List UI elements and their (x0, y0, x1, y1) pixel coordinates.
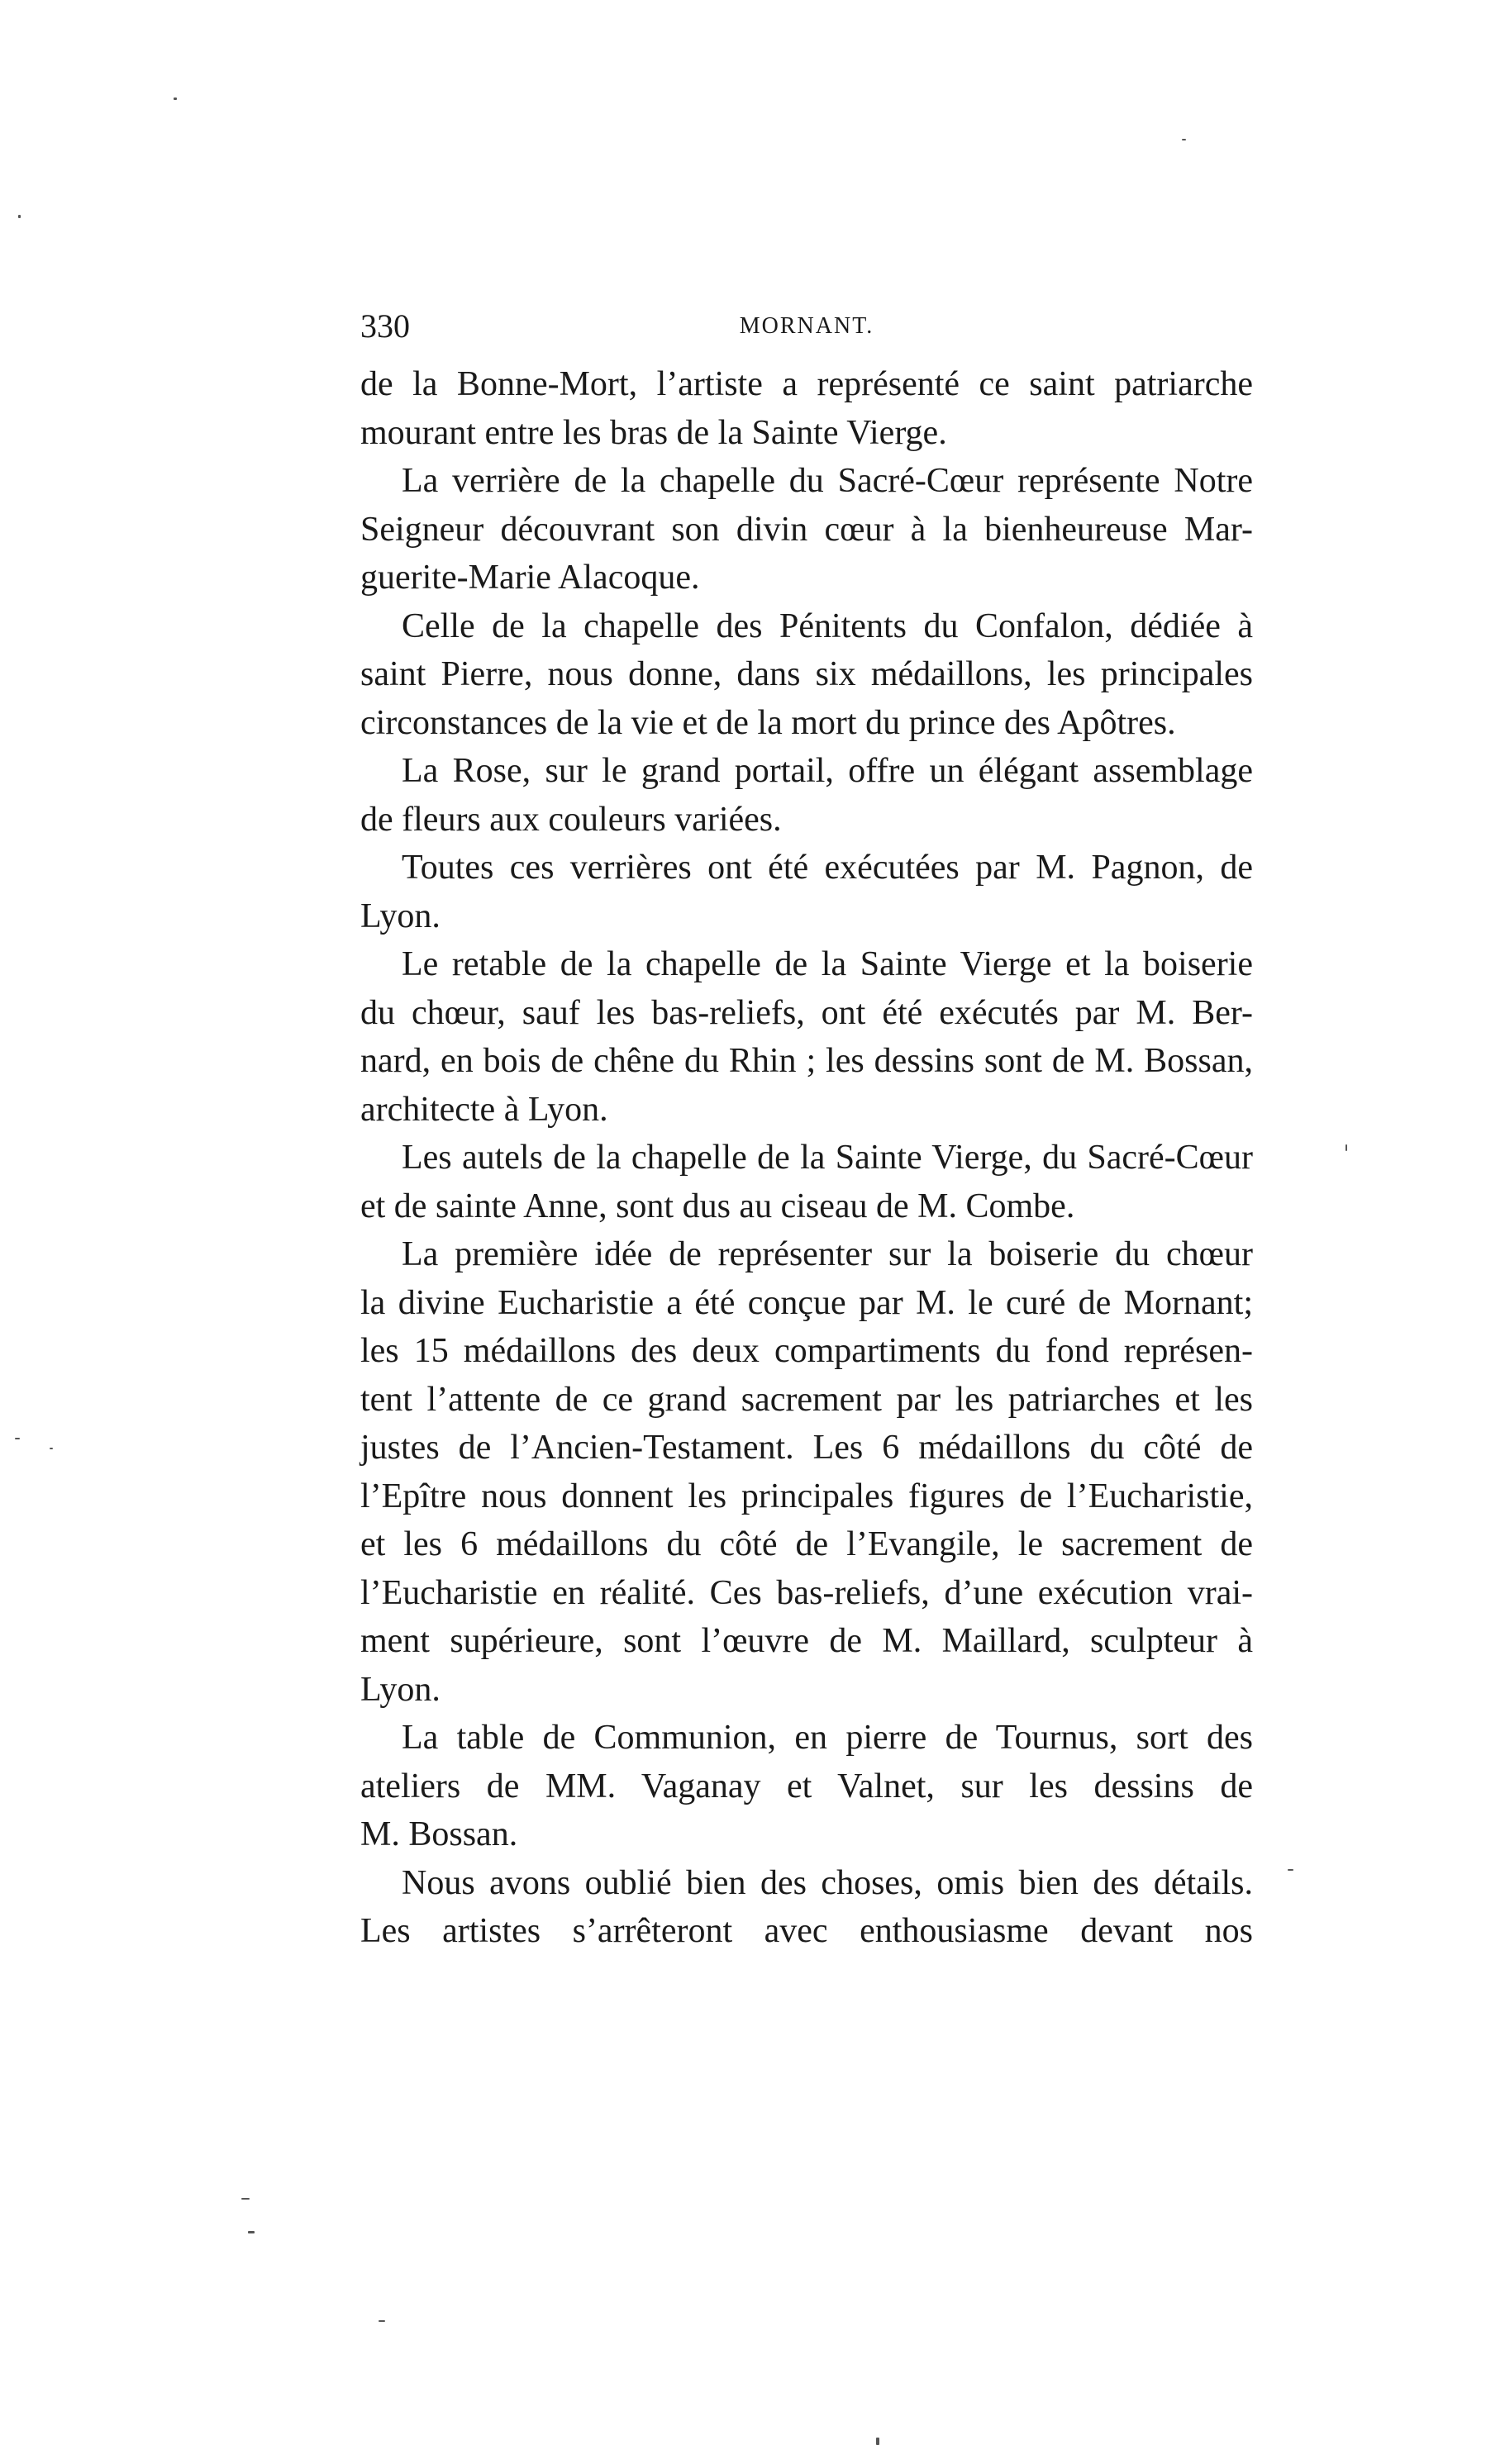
paper-speck (876, 2438, 879, 2445)
body-text (360, 360, 1253, 1956)
text-line: guerite-Marie Alacoque. (360, 559, 700, 597)
text-line: les 15 médaillons des deux compartiments du fond représen- (360, 1332, 1253, 1370)
text-line: architecte à Lyon. (360, 1090, 608, 1129)
text-line: Lyon. (360, 1670, 441, 1709)
text-line: du chœur, sauf les bas-reliefs, ont été exécutés par M. Ber- (360, 993, 1253, 1032)
text-line: et de sainte Anne, sont dus au ciseau de M. Combe. (360, 1187, 1075, 1225)
text-line: La verrière de la chapelle du Sacré-Cœur représente Notre (402, 462, 1253, 500)
paper-speck (1182, 139, 1186, 140)
paper-speck (15, 1438, 20, 1439)
paper-speck (241, 2198, 250, 2200)
text-line: nard, en bois de chêne du Rhin ; les dessins sont de M. Bossan, (360, 1042, 1253, 1080)
text-line: de fleurs aux couleurs variées. (360, 800, 782, 839)
text-line: tent l’attente de ce grand sacrement par les patriarches et les (360, 1380, 1253, 1419)
paper-speck (174, 98, 177, 100)
text-line: M. Bossan. (360, 1815, 518, 1853)
paper-speck (248, 2231, 255, 2233)
page-header (360, 306, 1253, 347)
paper-speck (1345, 1144, 1347, 1151)
text-line: circonstances de la vie et de la mort du prince des Apôtres. (360, 703, 1176, 742)
text-line: La table de Communion, en pierre de Tournus, sort des (402, 1719, 1253, 1757)
text-line: Lyon. (360, 897, 441, 935)
text-line: Le retable de la chapelle de la Sainte Vierge et la boiserie (402, 945, 1253, 983)
paper-speck (379, 2320, 385, 2322)
text-line: l’Eucharistie en réalité. Ces bas-reliefs, d’une exécution vrai- (360, 1573, 1253, 1612)
text-line: justes de l’Ancien-Testament. Les 6 médaillons du côté de (360, 1429, 1253, 1467)
text-line: Les autels de la chapelle de la Sainte Vierge, du Sacré-Cœur (402, 1139, 1253, 1177)
paper-speck (18, 215, 21, 218)
page-number: 330 (360, 307, 410, 345)
text-line: Celle de la chapelle des Pénitents du Confalon, dédiée à (402, 606, 1253, 645)
text-line: Nous avons oublié bien des choses, omis bien des détails. (402, 1863, 1253, 1902)
text-line: La Rose, sur le grand portail, offre un élégant assemblage (402, 752, 1253, 790)
paper-speck (50, 1448, 53, 1449)
text-line: saint Pierre, nous donne, dans six médaillons, les principales (360, 655, 1253, 693)
running-title: MORNANT. (739, 313, 874, 339)
text-line: ateliers de MM. Vaganay et Valnet, sur les dessins de (360, 1767, 1253, 1805)
text-line: Les artistes s’arrêteront avec enthousiasme devant nos (360, 1912, 1253, 1950)
text-line: ment supérieure, sont l’œuvre de M. Maillard, sculpteur à (360, 1622, 1253, 1660)
paper-speck (1288, 1869, 1293, 1871)
text-line: La première idée de représenter sur la boiserie du chœur (402, 1235, 1253, 1273)
text-line: mourant entre les bras de la Sainte Vierge. (360, 413, 947, 452)
text-line: l’Epître nous donnent les principales figures de l’Eucharistie, (360, 1477, 1253, 1515)
text-line: Seigneur découvrant son divin cœur à la bienheureuse Mar- (360, 510, 1253, 549)
text-line: de la Bonne-Mort, l’artiste a représenté ce saint patriarche (360, 365, 1253, 403)
text-line: la divine Eucharistie a été conçue par M. le curé de Mornant; (360, 1283, 1253, 1322)
text-line: Toutes ces verrières ont été exécutées par M. Pagnon, de (402, 849, 1253, 887)
text-line: et les 6 médaillons du côté de l’Evangile, le sacrement de (360, 1525, 1253, 1563)
